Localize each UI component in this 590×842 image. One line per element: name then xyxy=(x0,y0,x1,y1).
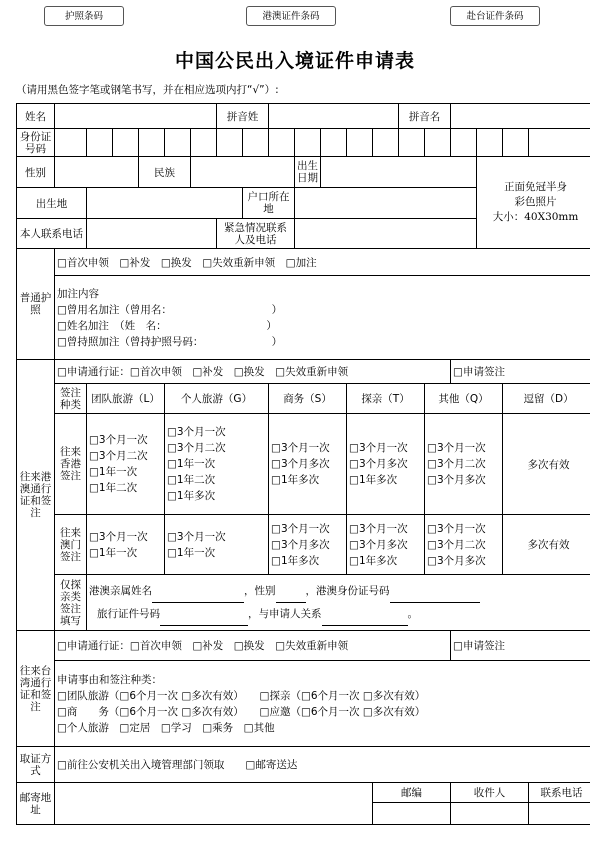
hk-visa-L-options xyxy=(87,414,165,515)
visa-option[interactable]: □3个月一次 xyxy=(89,530,148,543)
visa-header-G: 个人旅游（G） xyxy=(165,384,269,414)
mo-visa-T-options xyxy=(347,515,425,575)
photo-text-line: 彩色照片 xyxy=(514,196,557,208)
id-digit-box[interactable] xyxy=(373,129,399,157)
pinyin-surname-input[interactable] xyxy=(269,104,399,129)
phone-label: 本人联系电话 xyxy=(17,219,87,249)
visa-option[interactable]: □3个月多次 xyxy=(271,538,330,551)
visa-option[interactable]: □3个月二次 xyxy=(89,450,148,462)
relative-hkid-input[interactable] xyxy=(390,580,480,603)
hk-visa-T-options xyxy=(347,414,425,515)
visa-option[interactable]: □1年一次 xyxy=(167,546,216,559)
id-digit-box[interactable] xyxy=(477,129,503,157)
visa-option[interactable]: □3个月一次 xyxy=(271,522,330,535)
mo-visa-S-options xyxy=(269,515,347,575)
pinyin-given-input[interactable] xyxy=(451,104,590,129)
postcode-label: 邮编 xyxy=(373,783,451,803)
pinyin-surname-label: 拼音姓 xyxy=(217,104,269,129)
relative-info-box xyxy=(87,575,590,631)
visa-option[interactable]: □3个月二次 xyxy=(167,442,226,454)
hk-visa-label: 往来香港签注 xyxy=(55,414,87,515)
visa-header-D: 逗留（D） xyxy=(503,384,590,414)
passport-barcode-box: 护照条码 xyxy=(44,6,124,26)
visa-header-S: 商务（S） xyxy=(269,384,347,414)
relative-gender-input[interactable] xyxy=(276,580,306,603)
passport-endorse-box xyxy=(55,276,590,360)
ethnicity-label: 民族 xyxy=(139,157,191,188)
relative-name-input[interactable] xyxy=(152,580,244,603)
relative-visa-label: 仅探亲类签注填写 xyxy=(55,575,87,631)
id-digit-box[interactable] xyxy=(87,129,113,157)
pickup-method-options[interactable]: □前往公安机关出入境管理部门领取 □邮寄送达 xyxy=(55,747,590,783)
hk-visa-S-options xyxy=(269,414,347,515)
visa-option[interactable]: □1年多次 xyxy=(349,474,398,486)
hukou-label: 户口所在地 xyxy=(243,188,295,219)
name-input[interactable] xyxy=(55,104,217,129)
visa-header-L: 团队旅游（L） xyxy=(87,384,165,414)
id-digit-box[interactable] xyxy=(113,129,139,157)
birth-date-input[interactable] xyxy=(321,157,477,188)
mo-visa-G-options xyxy=(165,515,269,575)
name-label: 姓名 xyxy=(17,104,55,129)
visa-option[interactable]: □1年一次 xyxy=(167,458,216,470)
visa-option[interactable]: □3个月多次 xyxy=(349,538,408,551)
visa-option[interactable]: □3个月一次 xyxy=(349,522,408,535)
mo-visa-L-options xyxy=(87,515,165,575)
id-digit-box[interactable] xyxy=(295,129,321,157)
id-digit-box[interactable] xyxy=(451,129,477,157)
taiwan-visa-option[interactable]: □申请签注 xyxy=(451,631,590,661)
id-digit-box[interactable] xyxy=(269,129,295,157)
visa-option[interactable]: □1年多次 xyxy=(271,474,320,486)
emergency-contact-label: 紧急情况联系人及电话 xyxy=(217,219,295,249)
visa-option[interactable]: □3个月多次 xyxy=(271,458,330,470)
photo-box xyxy=(477,157,590,249)
visa-option[interactable]: □3个月一次 xyxy=(167,530,226,543)
passport-options[interactable]: □首次申领 □补发 □换发 □失效重新申领 □加注 xyxy=(55,249,590,276)
passport-section-label: 普通护照 xyxy=(17,249,55,360)
visa-option[interactable]: □1年一次 xyxy=(89,546,138,559)
id-digit-box[interactable] xyxy=(243,129,269,157)
visa-option[interactable]: □3个月一次 xyxy=(349,442,408,454)
visa-option[interactable]: □3个月一次 xyxy=(167,426,226,438)
photo-text-line: 正面免冠半身 xyxy=(504,181,568,193)
pickup-method-label: 取证方式 xyxy=(17,747,55,783)
taiwan-reason-title: 申请事由和签注种类： xyxy=(57,673,162,686)
relative-line-end: 。 xyxy=(407,607,418,620)
visa-option[interactable]: □3个月多次 xyxy=(427,474,486,486)
visa-option[interactable]: □1年一次 xyxy=(89,466,138,478)
mail-address-input[interactable] xyxy=(55,783,373,825)
visa-header-T: 探亲（T） xyxy=(347,384,425,414)
visa-option[interactable]: □1年多次 xyxy=(167,490,216,502)
pinyin-given-label: 拼音名 xyxy=(399,104,451,129)
taiwan-reason-line[interactable]: □团队旅游（□6个月一次 □多次有效） □探亲（□6个月一次 □多次有效） xyxy=(57,689,426,702)
relative-line-2 xyxy=(89,603,590,626)
birthplace-input[interactable] xyxy=(87,188,243,219)
birthplace-label: 出生地 xyxy=(17,188,87,219)
gender-input[interactable] xyxy=(55,157,139,188)
hk-visa-D-option[interactable]: 多次有效 xyxy=(503,414,590,515)
id-number-label: 身份证号码 xyxy=(17,129,55,157)
visa-type-header: 签注种类 xyxy=(55,384,87,414)
id-digit-box[interactable] xyxy=(55,129,87,157)
id-digit-box[interactable] xyxy=(191,129,217,157)
gender-label: 性别 xyxy=(17,157,55,188)
mo-visa-D-option[interactable]: 多次有效 xyxy=(503,515,590,575)
id-digit-box[interactable] xyxy=(139,129,165,157)
taiwan-reason-line[interactable]: □商 务（□6个月一次 □多次有效） □应邀（□6个月一次 □多次有效） xyxy=(57,705,426,718)
visa-option[interactable]: □3个月一次 xyxy=(271,442,330,454)
visa-option[interactable]: □1年多次 xyxy=(349,554,398,567)
id-digit-box[interactable] xyxy=(503,129,529,157)
contact-phone-input[interactable] xyxy=(529,803,590,825)
relation-input[interactable] xyxy=(322,603,408,626)
phone-input[interactable] xyxy=(87,219,217,249)
passport-endorse-title: 加注内容 xyxy=(57,287,99,300)
id-digit-box[interactable] xyxy=(347,129,373,157)
relative-name-label: 港澳亲属姓名 xyxy=(89,584,152,597)
endorse-prior-passport-option[interactable]: □曾持照加注（曾持护照号码： ） xyxy=(57,335,283,348)
hkmo-permit-options[interactable]: □申请通行证：□首次申领 □补发 □换发 □失效重新申领 xyxy=(55,360,451,384)
mail-address-label: 邮寄地址 xyxy=(17,783,55,825)
birth-date-label: 出生日期 xyxy=(295,157,321,188)
hkmo-barcode-box: 港澳证件条码 xyxy=(246,6,336,26)
mo-visa-label: 往来澳门签注 xyxy=(55,515,87,575)
relative-line-1 xyxy=(89,580,590,603)
recipient-label: 收件人 xyxy=(451,783,529,803)
id-digit-box[interactable] xyxy=(165,129,191,157)
visa-option[interactable]: □3个月二次 xyxy=(427,538,486,551)
taiwan-reason-line[interactable]: □个人旅游 □定居 □学习 □乘务 □其他 xyxy=(57,721,275,734)
relation-label: ，与申请人关系 xyxy=(248,607,322,620)
mo-visa-Q-options xyxy=(425,515,503,575)
visa-option[interactable]: □3个月二次 xyxy=(427,458,486,470)
hk-visa-Q-options xyxy=(425,414,503,515)
visa-option[interactable]: □1年二次 xyxy=(167,474,216,486)
id-digit-box[interactable] xyxy=(399,129,425,157)
relative-hkid-label: ，港澳身份证号码 xyxy=(305,584,390,597)
visa-header-Q: 其他（Q） xyxy=(425,384,503,414)
visa-option[interactable]: □3个月一次 xyxy=(89,434,148,446)
hukou-input[interactable] xyxy=(295,188,477,219)
taiwan-reason-box xyxy=(55,661,590,747)
visa-option[interactable]: □1年多次 xyxy=(271,554,320,567)
visa-option[interactable]: □1年二次 xyxy=(89,482,138,494)
hk-visa-G-options xyxy=(165,414,269,515)
relative-gender-label: ，性别 xyxy=(244,584,276,597)
form-title: 中国公民出入境证件申请表 xyxy=(174,50,415,72)
contact-phone-label: 联系电话 xyxy=(529,783,590,803)
id-digit-box[interactable] xyxy=(321,129,347,157)
hkmo-section-label: 往来港澳通行证和签注 xyxy=(17,360,55,631)
travel-doc-label: 旅行证件号码 xyxy=(97,607,160,620)
recipient-input[interactable] xyxy=(451,803,529,825)
visa-option[interactable]: □3个月多次 xyxy=(349,458,408,470)
taiwan-permit-options[interactable]: □申请通行证：□首次申领 □补发 □换发 □失效重新申领 xyxy=(55,631,451,661)
postcode-input[interactable] xyxy=(373,803,451,825)
visa-option[interactable]: □3个月多次 xyxy=(427,554,486,567)
endorse-used-name-option[interactable]: □曾用名加注（曾用名： ） xyxy=(57,303,283,316)
hkmo-visa-option[interactable]: □申请签注 xyxy=(451,360,590,384)
visa-option[interactable]: □3个月一次 xyxy=(427,522,486,535)
visa-option[interactable]: □3个月一次 xyxy=(427,442,486,454)
id-row-blank xyxy=(529,129,590,157)
endorse-name-option[interactable]: □姓名加注 （姓 名： ） xyxy=(57,319,277,332)
ethnicity-input[interactable] xyxy=(191,157,295,188)
taiwan-section-label: 往来台湾通行证和签注 xyxy=(17,631,55,747)
emergency-contact-input[interactable] xyxy=(295,219,477,249)
travel-doc-input[interactable] xyxy=(160,603,248,626)
id-digit-box[interactable] xyxy=(217,129,243,157)
photo-size-text: 大小：40X30mm xyxy=(492,211,579,223)
application-table xyxy=(16,103,590,825)
form-instructions: （请用黑色签字笔或钢笔书写，并在相应选项内打“√”）: xyxy=(16,84,279,96)
taiwan-barcode-box: 赴台证件条码 xyxy=(450,6,540,26)
id-digit-box[interactable] xyxy=(425,129,451,157)
